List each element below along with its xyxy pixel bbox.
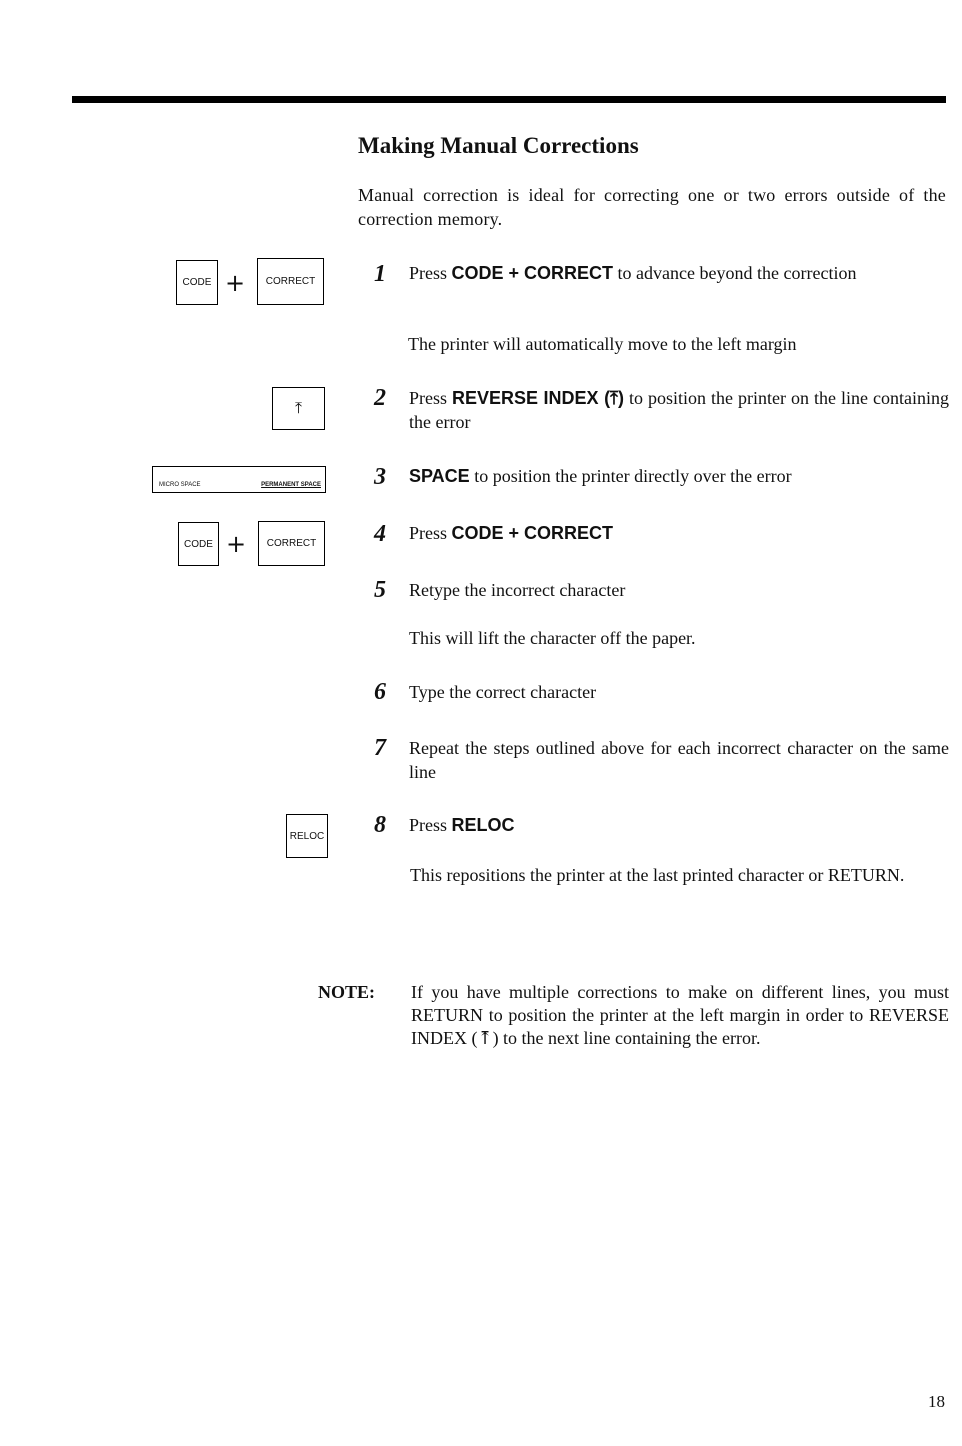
step-text: Type the correct character — [409, 682, 597, 702]
step-number: 2 — [374, 385, 386, 411]
page-number: 18 — [928, 1392, 945, 1411]
reverse-index-key-icon: ⤒ — [272, 387, 325, 430]
step-number: 8 — [374, 812, 386, 838]
step-text: Press CODE + CORRECT — [409, 523, 614, 543]
step-number: 3 — [374, 464, 386, 490]
step-text: Press RELOC — [409, 815, 515, 835]
step-number: 7 — [374, 735, 386, 761]
plus-icon-2: + — [226, 530, 247, 558]
page-title: Making Manual Corrections — [358, 133, 639, 158]
reloc-key-icon: RELOC — [286, 814, 328, 858]
step-text: Retype the incorrect character — [409, 580, 626, 600]
step-number: 5 — [374, 577, 386, 603]
space-bar-icon — [152, 466, 326, 493]
note-label: NOTE: — [318, 982, 376, 1002]
code-key-icon: CODE — [176, 260, 218, 305]
top-rule — [72, 96, 946, 103]
plus-icon: + — [225, 269, 246, 297]
step-text: Press REVERSE INDEX (⤒) to position the printer on the line containing the error — [409, 388, 949, 432]
note-text: If you have multiple corrections to make on different lines, you must RETURN to position the printer at the left margin in order to REVERSE INDEX (⤒) to the next line containing the error. — [411, 982, 949, 1048]
step-5-note: This will lift the character off the paper. — [409, 628, 696, 648]
micro-space-label: MICRO SPACE — [159, 482, 201, 488]
step-text: Repeat the steps outlined above for each incorrect character on the same line — [409, 738, 949, 782]
correct-key-icon-2: CORRECT — [258, 521, 325, 566]
step-1-note: The printer will automatically move to the left margin — [408, 334, 797, 354]
step-number: 6 — [374, 679, 386, 705]
step-text: Press CODE + CORRECT to advance beyond the correction — [409, 263, 857, 283]
step-8-note: This repositions the printer at the last printed character or RETURN. — [410, 865, 905, 885]
step-text: SPACE to position the printer directly over the error — [409, 466, 792, 486]
step-number: 1 — [374, 261, 386, 287]
correct-key-icon: CORRECT — [257, 258, 324, 305]
permanent-space-label: PERMANENT SPACE — [261, 482, 321, 488]
step-number: 4 — [374, 521, 386, 547]
intro-paragraph: Manual correction is ideal for correcting one or two errors outside of the correction memory. — [358, 185, 946, 229]
code-key-icon-2: CODE — [178, 522, 219, 566]
